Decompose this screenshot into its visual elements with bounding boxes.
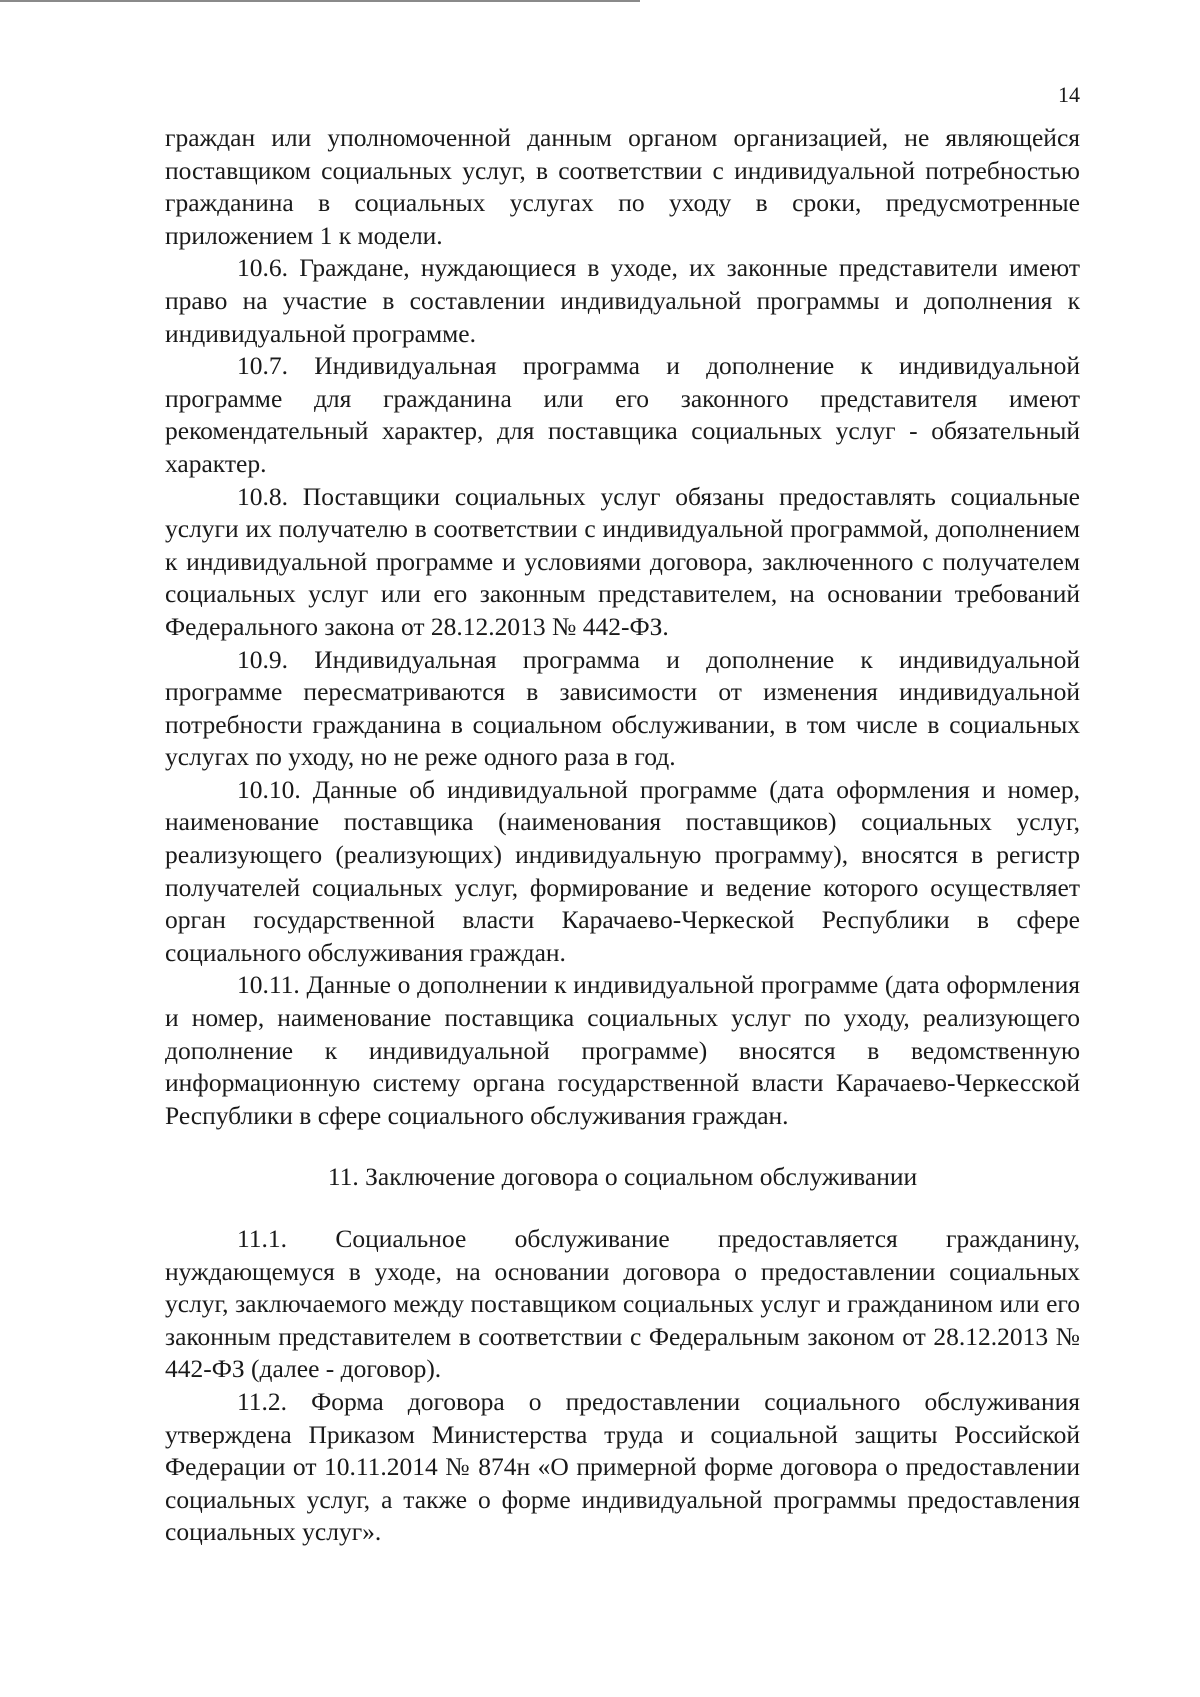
section-heading: 11. Заключение договора о социальном обслуживании (327, 1162, 918, 1192)
scan-edge-line (0, 0, 640, 2)
paragraph-continuation: граждан или уполномоченной данным органом организацией, не являющейся поставщиком социальных услуг, в соответствии с индивидуальной потребностью гражданина в социальных услугах по уходу в сроки, предусмотренные приложением 1 к модели. (165, 123, 1080, 250)
page-number: 14 (1058, 82, 1080, 107)
paragraph-10-10: 10.10. Данные об индивидуальной программе (дата оформления и номер, наименование поставщика (наименования поставщиков) социальных услуг, реализующего (реализующих) индивидуальную программу), вносятся в регистр получателей социальных услуг, формирование и ведение которого осуществляет орган государственной власти Карачаево-Черкеской Республики в сфере социального обслуживания граждан. (165, 774, 1080, 967)
paragraph-10-8: 10.8. Поставщики социальных услуг обязаны предоставлять социальные услуги их получателю в соответствии с индивидуальной программой, дополнением к индивидуальной программе и условиями договора, заключенного с получателем социальных услуг или его законным представителем, на основании требований Федерального закона от 28.12.2013 № 442-ФЗ. (165, 481, 1080, 641)
paragraph-11-1: 11.1. Социальное обслуживание предоставляется гражданину, нуждающемуся в уходе, на основании договора о предоставлении социальных услуг, заключаемого между поставщиком социальных услуг и гражданином или его законным представителем в соответствии с Федеральным законом от 28.12.2013 № 442-ФЗ (далее - договор). (165, 1224, 1080, 1384)
paragraph-10-11: 10.11. Данные о дополнении к индивидуальной программе (дата оформления и номер, наименование поставщика социальных услуг по уходу, реализующего дополнение к индивидуальной программе) вносятся в ведомственную информационную систему органа государственной власти Карачаево-Черкесской Республики в сфере социального обслуживания граждан. (165, 970, 1080, 1130)
document-body (165, 122, 1080, 1549)
paragraph-11-2: 11.2. Форма договора о предоставлении социального обслуживания утверждена Приказом Министерства труда и социальной защиты Российской Федерации от 10.11.2014 № 874н «О примерной форме договора о предоставлении социальных услуг, а также о форме индивидуальной программы предоставления социальных услуг». (165, 1386, 1080, 1547)
paragraph-10-6: 10.6. Граждане, нуждающиеся в уходе, их законные представители имеют право на участие в составлении индивидуальной программы и дополнения к индивидуальной программе. (165, 253, 1080, 348)
paragraph-10-9: 10.9. Индивидуальная программа и дополнение к индивидуальной программе пересматриваются в зависимости от изменения индивидуальной потребности гражданина в социальном обслуживании, в том числе в социальных услугах по уходу, но не реже одного раза в год. (165, 644, 1080, 772)
paragraph-10-7: 10.7. Индивидуальная программа и дополнение к индивидуальной программе для гражданина или его законного представителя имеют рекомендательный характер, для поставщика социальных услуг - обязательный характер. (165, 351, 1080, 478)
